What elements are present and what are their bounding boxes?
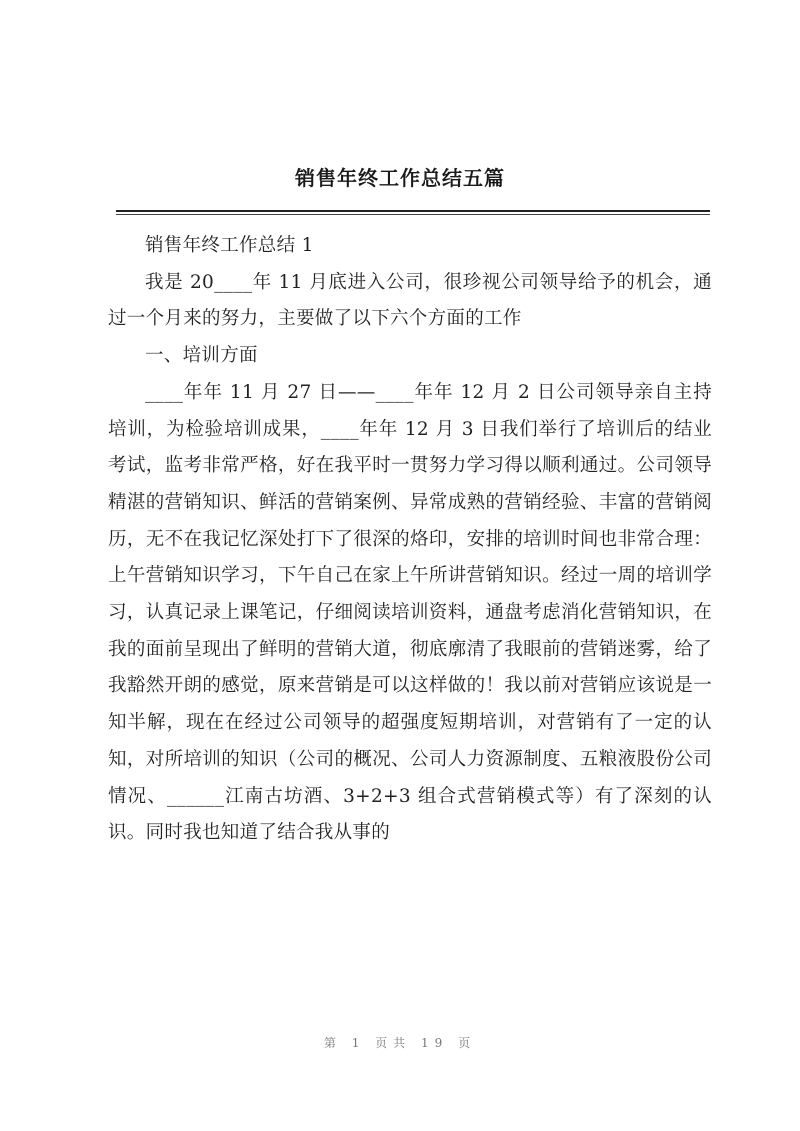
footer-label-page: 第 (323, 1036, 342, 1050)
intro-paragraph: 我是 20____年 11 月底进入公司，很珍视公司领导给予的机会，通过一个月来的努力，主要做了以下六个方面的工作 (108, 271, 712, 330)
document-title: 销售年终工作总结五篇 (295, 166, 505, 190)
footer-label-end: 页 (458, 1036, 477, 1050)
footer-current-page: 1 (351, 1036, 366, 1050)
subsection-heading: 一、培训方面 (145, 345, 258, 367)
footer-total-pages: 19 (421, 1036, 449, 1050)
training-paragraph: ____年年 11 月 27 日——____年年 12 月 2 日公司领导亲自主持培训，为检验培训成果，____年年 12 月 3 日我们举行了培训后的结业考试，监考非常严格，好在我平时一贯努力学习得以顺利通过。公司领导精湛的营销知识、鲜活的营销案例、异常成熟的营销经验、丰富的营销阅历，无不在我记忆深处打下了很深的烙印，安排的培训时间也非常合理：上午营销知识学习，下午自己在家上午所讲营销知识。经过一周的培训学习，认真记录上课笔记，仔细阅读培训资料，通盘考虑消化营销知识，在我的面前呈现出了鲜明的营销大道，彻底廓清了我眼前的营销迷雾，给了我豁然开朗的感觉，原来营销是可以这样做的！我以前对营销应该说是一知半解，现在在经过公司领导的超强度短期培训，对营销有了一定的认知，对所培训的知识（公司的概况、公司人力资源制度、五粮液股份公司情况、______江南古坊酒、3+2+3 组合式营销模式等）有了深刻的认识。同时我也知道了结合我从事的 (108, 381, 712, 844)
title-divider-thin (116, 214, 710, 215)
section-heading: 销售年终工作总结 1 (145, 235, 314, 256)
footer-label-of: 页共 (375, 1036, 412, 1050)
document-body (108, 228, 712, 852)
title-divider (116, 210, 710, 212)
page-footer (0, 1034, 800, 1051)
